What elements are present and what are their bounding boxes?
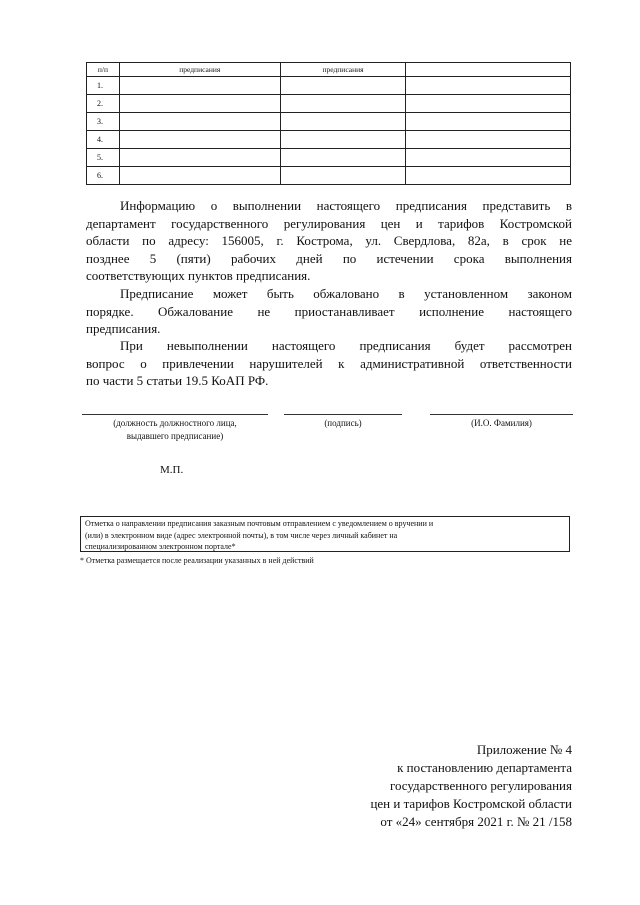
position-caption: [82, 417, 268, 443]
table-cell: [280, 113, 406, 131]
table-header-cell: [406, 63, 571, 77]
table-cell: [406, 167, 571, 185]
table-cell: [280, 95, 406, 113]
appendix-header: [272, 741, 572, 831]
paragraph-line: по части 5 статьи 19.5 КоАП РФ.: [86, 373, 269, 389]
row-number: 6.: [87, 167, 120, 185]
table-row: [87, 77, 571, 95]
row-number: 4.: [87, 131, 120, 149]
paragraph-line: предписания.: [86, 321, 161, 337]
stamp-placeholder: М.П.: [160, 464, 184, 476]
table-cell: [119, 131, 280, 149]
table-cell: [119, 149, 280, 167]
name-caption: (И.О. Фамилия): [471, 418, 532, 428]
table-cell: [406, 131, 571, 149]
paragraph-line: порядке. Обжалование не приостанавливает исполнение настоящего: [86, 303, 572, 319]
appeal-paragraph: [86, 285, 572, 338]
row-number: 5.: [87, 149, 120, 167]
position-caption-line: выдавшего предписание): [126, 431, 224, 441]
signature-line: [284, 414, 402, 415]
table-header-cell: предписания: [280, 63, 406, 77]
table-cell: [280, 131, 406, 149]
appendix-line: Приложение № 4: [476, 742, 572, 757]
table-row: [87, 95, 571, 113]
footnote: * Отметка размещается после реализации указанных в ней действий: [80, 556, 314, 565]
table-header-row: [87, 63, 571, 77]
row-number: 3.: [87, 113, 120, 131]
table-row: [87, 167, 571, 185]
name-signature-line: [430, 414, 573, 415]
table-cell: [280, 149, 406, 167]
table-cell: [119, 95, 280, 113]
table-cell: [406, 149, 571, 167]
appendix-line: государственного регулирования: [389, 778, 572, 793]
appendix-line: от «24» сентября 2021 г. № 21 /158: [380, 814, 572, 829]
note-line: Отметка о направлении предписания заказным почтовым отправлением с уведомлением о вручении и: [85, 519, 434, 528]
position-signature-line: [82, 414, 268, 415]
table-header-cell: предписания: [119, 63, 280, 77]
table-cell: [280, 167, 406, 185]
paragraph-line: При невыполнении настоящего предписания будет рассмотрен: [120, 338, 572, 353]
table-cell: [406, 95, 571, 113]
table-header-cell: п/п: [87, 63, 120, 77]
table-cell: [119, 113, 280, 131]
appendix-line: к постановлению департамента: [397, 760, 572, 775]
paragraph-line: позднее 5 (пяти) рабочих дней по истечении срока выполнения: [86, 250, 572, 266]
table-cell: [119, 167, 280, 185]
note-line: специализированном электронном портале*: [85, 542, 236, 551]
paragraph-line: Предписание может быть обжаловано в установленном законом: [120, 286, 572, 301]
note-line: (или) в электронном виде (адрес электронной почты), в том числе через личный кабинет на: [85, 530, 398, 540]
table-cell: [406, 113, 571, 131]
appendix-line: цен и тарифов Костромской области: [370, 796, 572, 811]
table-row: [87, 131, 571, 149]
info-paragraph: [86, 197, 572, 285]
delivery-note-box: [80, 516, 570, 552]
paragraph-line: департамент государственного регулирования цен и тарифов Костромской: [86, 215, 572, 231]
noncompliance-paragraph: [86, 337, 572, 390]
signature-caption: (подпись): [324, 418, 362, 428]
table-row: [87, 149, 571, 167]
table-cell: [119, 77, 280, 95]
table-row: [87, 113, 571, 131]
paragraph-line: Информацию о выполнении настоящего предписания представить в: [120, 198, 572, 213]
paragraph-line: области по адресу: 156005, г. Кострома, ул. Свердлова, 82а, в срок не: [86, 233, 572, 249]
table-cell: [280, 77, 406, 95]
row-number: 2.: [87, 95, 120, 113]
paragraph-line: вопрос о привлечении нарушителей к административной ответственности: [86, 355, 572, 371]
prescription-table: [86, 62, 571, 185]
table-cell: [406, 77, 571, 95]
position-caption-line: (должность должностного лица,: [113, 418, 237, 428]
row-number: 1.: [87, 77, 120, 95]
paragraph-line: соответствующих пунктов предписания.: [86, 268, 311, 284]
